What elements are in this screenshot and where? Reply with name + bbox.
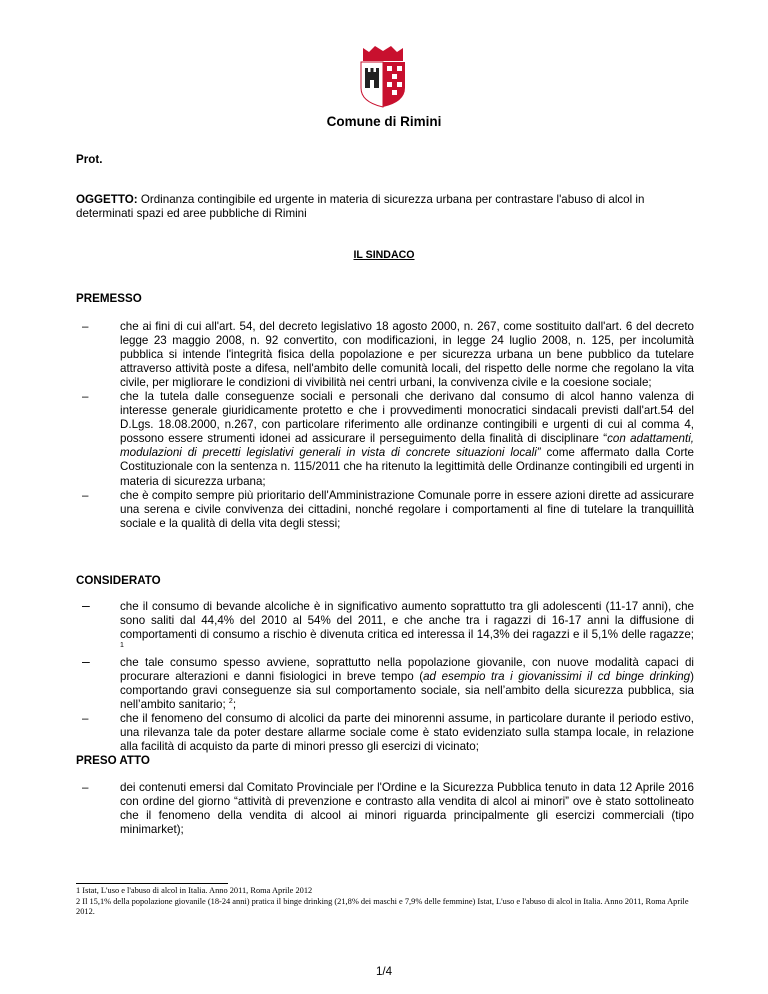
comune-di-rimini-crest-icon <box>357 44 409 108</box>
premesso-heading: PREMESSO <box>76 292 142 305</box>
considerato-list <box>82 597 694 755</box>
premesso-item-2-text-c: come affermato dalla Corte Costituzionale con la sentenza n. 115/2011 che ha ritenuto la legittimità delle Ordinanze contingibili ed urgenti in materia di sicurezza urbana; <box>120 446 694 488</box>
bullet-dash: – <box>82 781 89 794</box>
premesso-item-3-text: che è compito sempre più prioritario dell'Amministrazione Comunale porre in essere azioni dirette ad assicurare una serena e civile convivenza dei cittadini, nonché regolare i comportamenti al fine di tutelare la tranquillità sociale e la qualità di della vita degli stessi; <box>120 488 694 530</box>
premesso-item-1 <box>82 320 694 390</box>
considerato-heading: CONSIDERATO <box>76 574 161 587</box>
bullet-dash: – <box>82 653 90 670</box>
considerato-item-1-text: che il consumo di bevande alcoliche è in significativo aumento soprattutto tra gli adolescenti (11-17 anni), che sono saliti dal 44,4% del 2010 al 54% del 2011, e che anche tra i ragazzi di 16-17 anni la diffusione di comportamenti di consumo a rischio è divenuta critica ed interessa il 14,3% dei ragazzi e il 5,1% delle ragazze; <box>120 600 694 642</box>
bullet-dash: – <box>82 320 89 333</box>
bullet-dash: – <box>82 488 89 502</box>
premesso-item-3 <box>82 489 694 531</box>
bullet-dash: – <box>82 712 89 726</box>
considerato-item-2-text-d: ; <box>232 698 237 712</box>
considerato-item-2-text-a: che tale consumo spesso avviene, soprattutto nella popolazione giovanile, con nuove modalità capaci di procurare alterazioni e danni fisiologici in breve tempo ( <box>120 656 694 684</box>
preso-atto-item-1-text: dei contenuti emersi dal Comitato Provinciale per l'Ordine e la Sicurezza Pubblica tenuto in data 12 Aprile 2016 con ordine del giorno “attività di prevenzione e contrasto alla vendita di alcol ai minori” ove è stato sottolineato che il fenomeno della vendita di alcool ai minori riguarda principalmente gli esercizi commerciali (tipo minimarket); <box>120 781 694 837</box>
considerato-item-3 <box>82 712 694 754</box>
premesso-item-2-text-a: che la tutela dalle conseguenze sociali e personali che derivano dal consumo di alcol hanno valenza di interesse generale giuridicamente protetto e che i provvedimenti monocratici sindacali previsti dall'art.54 del D.Lgs. 18.08.2000, n.267, con particolare riferimento alle ordinanze contingibili e urgenti di cui al comma 4, possono essere strumenti idonei ad assicurare il perseguimento della finalità di disciplinare “ <box>120 390 694 446</box>
prot-label: Prot. <box>76 153 103 166</box>
considerato-item-2 <box>82 653 694 712</box>
bullet-dash: – <box>82 390 89 404</box>
oggetto-text: Ordinanza contingibile ed urgente in materia di sicurezza urbana per contrastare l'abuso di alcol in determinati spazi ed aree pubbliche di Rimini <box>76 193 645 220</box>
preso-atto-item-1 <box>82 781 694 837</box>
il-sindaco-heading: IL SINDACO <box>353 249 415 261</box>
footnote-1: 1 Istat, L'uso e l'abuso di alcol in Italia. Anno 2011, Roma Aprile 2012 <box>76 886 313 895</box>
considerato-item-2-italic: ad esempio tra i giovanissimi il cd binge drinking <box>423 670 691 684</box>
considerato-item-3-text: che il fenomeno del consumo di alcolici da parte dei minorenni assume, in particolare durante il periodo estivo, una rilevanza tale da poter destare allarme sociale come è stato evidenziato sulla stampa locale, in relazione alla facilità di acquisto da parte di minori presso gli esercizi di vicinato; <box>120 712 694 754</box>
premesso-item-1-text: che ai fini di cui all'art. 54, del decreto legislativo 18 agosto 2000, n. 267, come sostituito dall'art. 6 del decreto legge 23 maggio 2008, n. 92 convertito, con modificazioni, in legge 24 luglio 2008, n. 125, per incolumità pubblica si intende l'integrità fisica della popolazione e per sicurezza urbana un bene pubblico da tutelare attraverso attività poste a difesa, nell'ambito delle comunità locali, del rispetto delle norme che regolano la vita civile, per migliorare le condizioni di vivibilità nei centri urbani, la convivenza civile e la coesione sociale; <box>120 320 694 390</box>
considerato-item-1 <box>82 597 694 656</box>
footnote-2: 2 Il 15,1% della popolazione giovanile (18-24 anni) pratica il binge drinking (21,8% dei maschi e 7,9% delle femmine) Istat, L'uso e l'abuso di alcol in Italia. Anno 2011, Roma Aprile 2012. <box>76 897 689 917</box>
preso-atto-list <box>82 781 694 837</box>
preso-atto-heading: PRESO ATTO <box>76 754 150 767</box>
footnote-ref-1: 1 <box>120 642 124 650</box>
oggetto-label: OGGETTO: <box>76 193 138 206</box>
footnote-divider <box>76 883 228 884</box>
oggetto-paragraph <box>76 193 696 221</box>
considerato-item-2-text-c: ) comportando gravi conseguenze sia sul comportamento sociale, sia nell’ambito della sicurezza pubblica, sia nell’ambito sanitario; <box>120 670 694 712</box>
footnote-ref-2: 2 <box>228 698 233 706</box>
bullet-dash: – <box>82 597 90 613</box>
premesso-item-2-quote: con adattamenti, modulazioni di precetti legislativi generali in vista di concrete situazioni locali” <box>120 432 694 460</box>
premesso-list <box>82 320 694 531</box>
comune-title: Comune di Rimini <box>326 114 442 129</box>
page-number: 1/4 <box>375 965 393 978</box>
premesso-item-2 <box>82 390 694 488</box>
